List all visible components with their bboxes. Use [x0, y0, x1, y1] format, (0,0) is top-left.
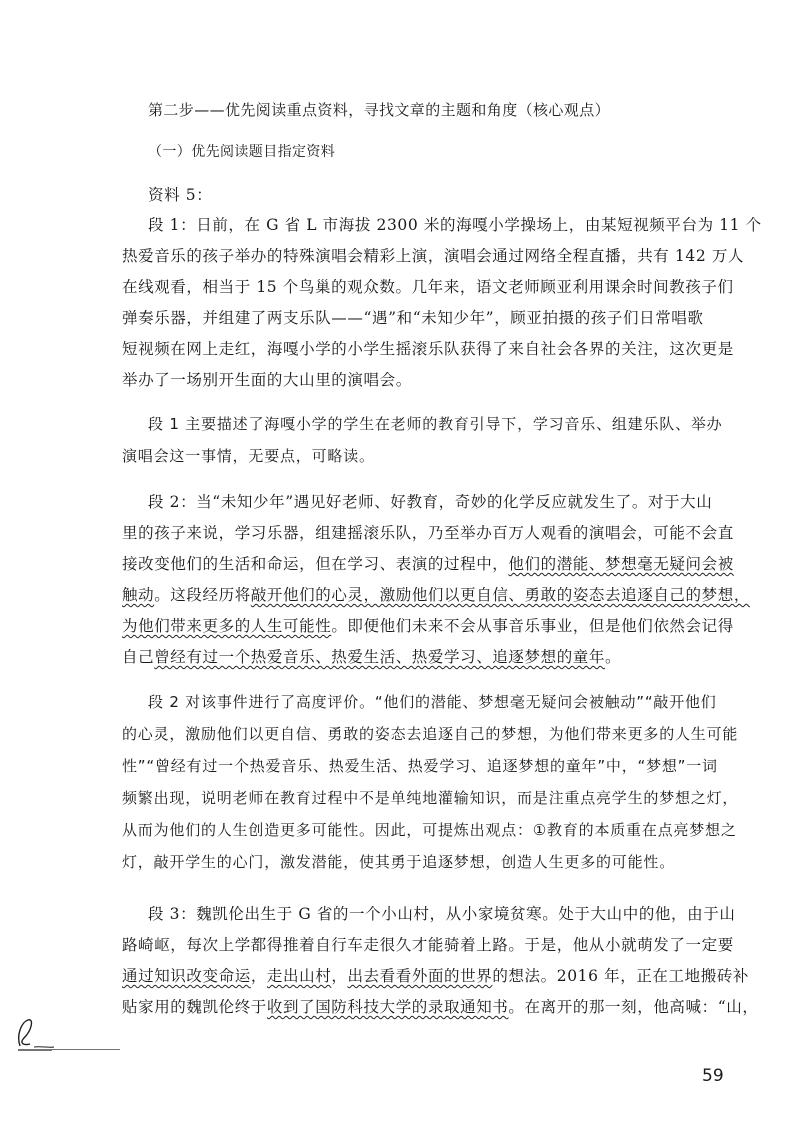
analysis-line: 灯，敲开学生的心门，激发潜能，使其勇于追逐梦想，创造人生更多的可能性。 [122, 853, 676, 871]
text-segment: ， [331, 967, 348, 985]
underlined-phrase: 触动 [122, 586, 155, 604]
paragraph-line [122, 554, 734, 574]
page-number: 59 [702, 1066, 724, 1086]
text-segment: 。 [605, 648, 622, 666]
text-segment: 贴家用的魏凯伦终于 [122, 998, 267, 1016]
paragraph-line: 段 2：当“未知少年”遇见好老师、好教育，奇妙的化学反应就发生了。对于大山 [148, 493, 713, 511]
subsection-heading: （一）优先阅读题目指定资料 [148, 144, 336, 160]
paragraph-line: 举办了一场别开生面的大山里的演唱会。 [122, 371, 412, 389]
analysis-line: 的心灵，激励他们以更自信、勇敢的姿态去追逐自己的梦想，为他们带来更多的人生可能 [122, 725, 739, 743]
underlined-phrase: 通过知识改变命运 [122, 967, 251, 985]
analysis-line: 频繁出现，说明老师在教育过程中不是单纯地灌输知识，而是注重点亮学生的梦想之灯， [122, 789, 739, 807]
text-segment: 接改变他们的生活和命运，但在学习、表演的过程中， [122, 555, 509, 573]
underlined-phrase: 曾经有过一个热爱音乐、热爱生活、热爱学习、追逐梦想的童年 [154, 648, 606, 666]
paragraph-line [122, 997, 759, 1017]
paragraph-line: 路崎岖，每次上学都得推着自行车走很久才能骑着上路。于是，他从小就萌发了一定要 [122, 936, 734, 954]
analysis-line: 段 1 主要描述了海嘎小学的学生在老师的教育引导下，学习音乐、组建乐队、举办 [148, 415, 723, 433]
text-segment: 。在离开的那一刻，他高喊：“山， [508, 998, 759, 1016]
underlined-phrase: 他们的潜能、梦想毫无疑问会被 [508, 555, 734, 573]
paragraph-line: 在线观看，相当于 15 个鸟巢的观众数。几年来，语文老师顾亚利用课余时间教孩子们 [122, 278, 734, 296]
analysis-line: 段 2 对该事件进行了高度评价。“他们的潜能、梦想毫无疑问会被触动”“敲开他们 [148, 693, 717, 711]
analysis-line: 性”“曾经有过一个热爱音乐、热爱生活、热爱学习、追逐梦想的童年”中，“梦想”一词 [122, 757, 718, 775]
paragraph-line [122, 585, 750, 605]
text-segment: ， [250, 967, 267, 985]
text-segment: 。这段经历将 [154, 586, 251, 604]
underlined-phrase: 为他们带来更多的人生可能性 [122, 617, 332, 635]
text-segment: 。即便他们未来不会从事音乐事业，但是他们依然会记得 [331, 617, 734, 635]
underlined-phrase: 收到了国防科技大学的录取通知书 [266, 998, 509, 1016]
paragraph-line [122, 647, 730, 667]
analysis-line: 演唱会这一事情，无要点，可略读。 [122, 447, 375, 465]
text-segment: 自己 [122, 648, 155, 666]
paragraph-line [122, 966, 750, 986]
underlined-phrase: 走出山村 [266, 967, 332, 985]
section-heading: 第二步——优先阅读重点资料，寻找文章的主题和角度（核心观点） [148, 101, 611, 119]
paragraph-line: 热爱音乐的孩子举办的特殊演唱会精彩上演，演唱会通过网络全程直播，共有 142 万人 [122, 247, 745, 265]
paragraph-line: 里的孩子来说，学习乐器，组建摇滚乐队，乃至举办百万人观看的演唱会，可能不会直 [122, 524, 734, 542]
paragraph-line: 短视频在网上走红，海嘎小学的小学生摇滚乐队获得了来自社会各界的关注，这次更是 [122, 340, 734, 358]
material-label: 资料 5： [148, 186, 213, 204]
handwritten-mark [12, 1016, 124, 1056]
paragraph-line: 段 3：魏凯伦出生于 G 省的一个小山村，从小家境贫寒。处于大山中的他，由于山 [148, 905, 736, 923]
underlined-phrase: 敲开他们的心灵，激励他们以更自信、勇敢的姿态去追逐自己的梦想， [250, 586, 750, 604]
analysis-line: 从而为他们的人生创造更多可能性。因此，可提炼出观点：①教育的本质重在点亮梦想之 [122, 821, 737, 839]
text-segment: 的想法。2016 年，正在工地搬砖补 [492, 967, 750, 985]
underlined-phrase: 出去看看外面的世界 [347, 967, 493, 985]
paragraph-line [122, 616, 734, 636]
paragraph-line: 弹奏乐器，并组建了两支乐队——“遇”和“未知少年”，顾亚拍摄的孩子们日常唱歌 [122, 309, 704, 327]
paragraph-line: 段 1：日前，在 G 省 L 市海拔 2300 米的海嘎小学操场上，由某短视频平台为 11 个 [148, 216, 762, 234]
